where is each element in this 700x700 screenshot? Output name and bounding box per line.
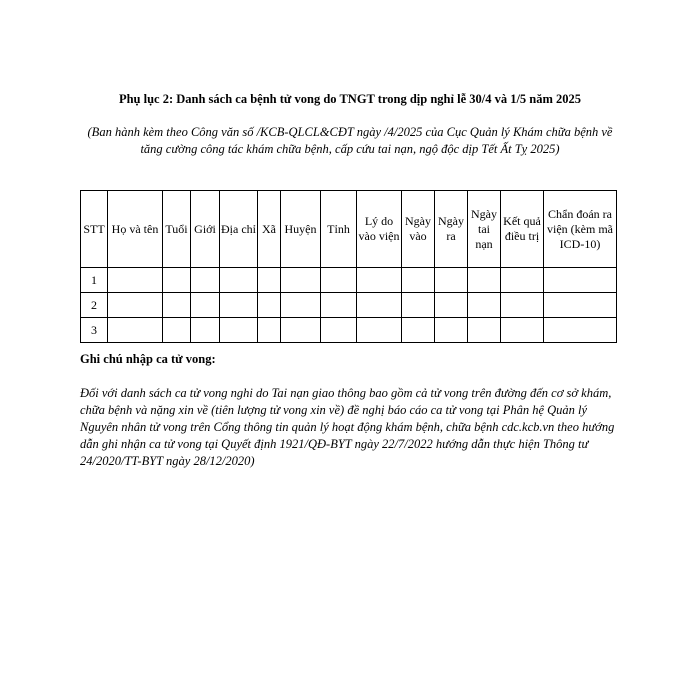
- table-cell: [281, 293, 321, 318]
- table-cell: [108, 293, 163, 318]
- header-ly-do: Lý do vào viện: [357, 191, 402, 268]
- table-cell: [163, 293, 191, 318]
- table-cell: [544, 293, 617, 318]
- table-cell: [468, 318, 501, 343]
- table-cell: [357, 318, 402, 343]
- table-cell: [281, 268, 321, 293]
- table-cell: [321, 293, 357, 318]
- table-cell: [501, 293, 544, 318]
- table-cell: [108, 268, 163, 293]
- header-ket-qua: Kết quả điều trị: [501, 191, 544, 268]
- table-row: [81, 293, 617, 318]
- row-number-cell: 2: [81, 293, 108, 318]
- header-ngay-ra: Ngày ra: [435, 191, 468, 268]
- table-cell: [258, 318, 281, 343]
- table-cell: [435, 293, 468, 318]
- header-gioi: Giới: [191, 191, 220, 268]
- row-number-cell: 3: [81, 318, 108, 343]
- table-cell: [220, 293, 258, 318]
- table-cell: [108, 318, 163, 343]
- table-cell: [544, 318, 617, 343]
- header-dia-chi: Địa chỉ: [220, 191, 258, 268]
- header-xa: Xã: [258, 191, 281, 268]
- table-cell: [435, 318, 468, 343]
- table-cell: [220, 268, 258, 293]
- row-number-cell: 1: [81, 268, 108, 293]
- table-cell: [191, 318, 220, 343]
- table-header-row: [81, 191, 617, 268]
- note-title: Ghi chú nhập ca tử vong:: [80, 352, 216, 366]
- header-ngay-tai-nan: Ngày tai nạn: [468, 191, 501, 268]
- document-title: Phụ lục 2: Danh sách ca bệnh tử vong do TNGT trong dịp nghỉ lễ 30/4 và 1/5 năm 2025: [118, 92, 582, 106]
- table-cell: [357, 268, 402, 293]
- header-tinh: Tỉnh: [321, 191, 357, 268]
- table-cell: [321, 268, 357, 293]
- table-cell: [191, 268, 220, 293]
- table-cell: [402, 318, 435, 343]
- table-cell: [435, 268, 468, 293]
- header-tuoi: Tuổi: [163, 191, 191, 268]
- table-cell: [402, 293, 435, 318]
- header-stt: STT: [81, 191, 108, 268]
- table-cell: [163, 318, 191, 343]
- header-ngay-vao: Ngày vào: [402, 191, 435, 268]
- table-cell: [281, 318, 321, 343]
- table-cell: [501, 268, 544, 293]
- header-chan-doan: Chẩn đoán ra viện (kèm mã ICD-10): [544, 191, 617, 268]
- table-cell: [321, 318, 357, 343]
- table-row: [81, 268, 617, 293]
- table-cell: [258, 268, 281, 293]
- header-huyen: Huyện: [281, 191, 321, 268]
- table-cell: [258, 293, 281, 318]
- table-cell: [163, 268, 191, 293]
- table-cell: [501, 318, 544, 343]
- table-row: [81, 318, 617, 343]
- note-body: Đối với danh sách ca tử vong nghi do Tai nạn giao thông bao gồm cả tử vong trên đường đến cơ sở khám, chữa bệnh và nặng xin về (tiên lượng tử vong xin về) đề nghị báo cáo ca tử vong tại Phân hệ Quản lý Nguyên nhân tử vong trên Cổng thông tin quản lý hoạt động khám bệnh, chữa bệnh cdc.kcb.vn theo hướng dẫn ghi nhận ca tử vong tại Quyết định 1921/QĐ-BYT ngày 22/7/2022 hướng dẫn thực hiện Thông tư 24/2020/TT-BYT ngày 28/12/2020): [80, 386, 615, 468]
- header-ho-ten: Họ và tên: [108, 191, 163, 268]
- table-cell: [191, 293, 220, 318]
- table-cell: [220, 318, 258, 343]
- deaths-table: [80, 190, 617, 343]
- document-subtitle: (Ban hành kèm theo Công văn số /KCB-QLCL&CĐT ngày /4/2025 của Cục Quản lý Khám chữa bệnh về tăng cường công tác khám chữa bệnh, cấp cứu tai nạn, ngộ độc dịp Tết Ất Tỵ 2025): [87, 125, 613, 156]
- table-cell: [402, 268, 435, 293]
- table-cell: [357, 293, 402, 318]
- table-cell: [468, 293, 501, 318]
- table-cell: [468, 268, 501, 293]
- table-cell: [544, 268, 617, 293]
